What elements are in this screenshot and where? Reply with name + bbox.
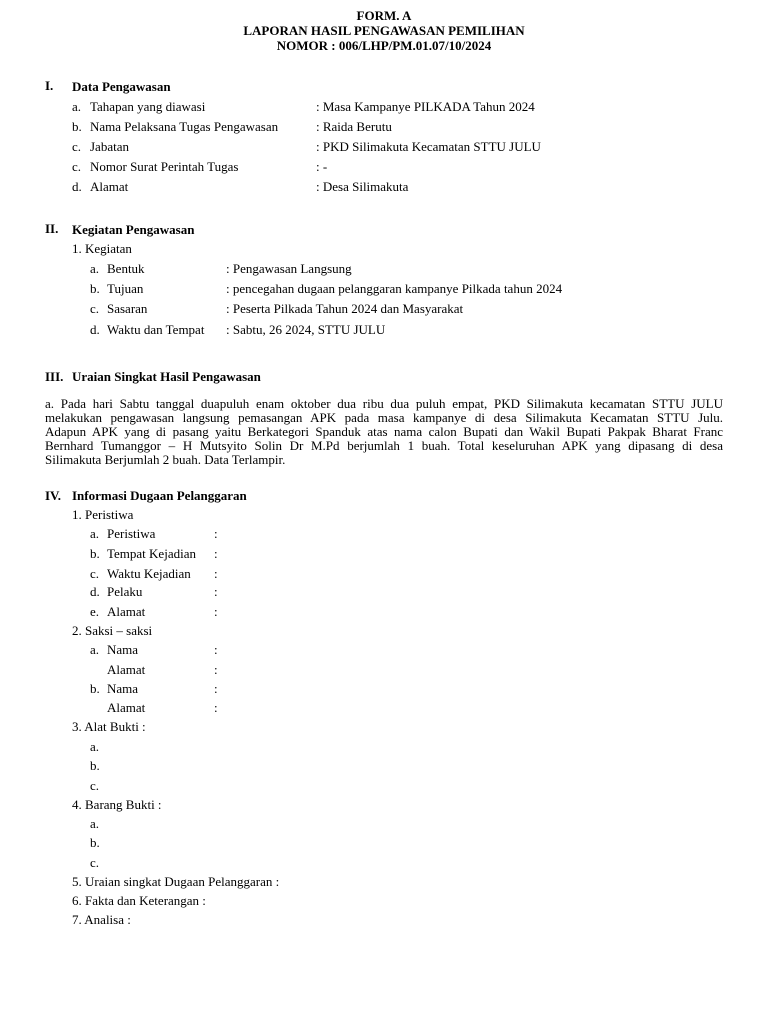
s1-row-label: Tahapan yang diawasi [90,99,206,114]
peristiwa-colon: : [214,526,218,541]
saksi-colon: : [214,642,218,657]
s2-row-marker: c. [90,301,100,316]
fakta-keterangan-heading: 6. Fakta dan Keterangan : [72,893,206,908]
peristiwa-label: Pelaku [107,584,143,599]
paragraph-line: Bernhard Tumanggor – H Mutsyito Solin Dr M.Pd berjumlah 1 buah. Total keseluruhan APK yang dipasang di desa [45,438,723,453]
section-3-number: III. [45,369,64,384]
alat-bukti-item: b. [90,758,100,773]
report-title: LAPORAN HASIL PENGAWASAN PEMILIHAN [243,23,525,38]
s2-row-value: : pencegahan dugaan pelanggaran kampanye Pilkada tahun 2024 [226,281,563,296]
peristiwa-label: Tempat Kejadian [107,546,196,561]
s1-row-value: : Raida Berutu [316,119,392,134]
peristiwa-label: Alamat [107,604,146,619]
barang-bukti-item: c. [90,855,100,870]
s1-row-label: Jabatan [90,139,129,154]
peristiwa-marker: c. [90,566,100,581]
peristiwa-heading: 1. Peristiwa [72,507,134,522]
peristiwa-marker: d. [90,584,100,599]
paragraph-line: Silimakuta Berjumlah 2 buah. Data Terlampir. [45,452,286,467]
s1-row-label: Nama Pelaksana Tugas Pengawasan [90,119,279,134]
saksi-label: Nama [107,642,139,657]
peristiwa-marker: a. [90,526,100,541]
s1-row-marker: c. [72,159,82,174]
s2-row-value: : Pengawasan Langsung [226,261,352,276]
saksi-label: Alamat [107,662,146,677]
section-3-title: Uraian Singkat Hasil Pengawasan [72,369,261,384]
section-1-title: Data Pengawasan [72,79,171,94]
s1-row-marker: c. [72,139,82,154]
section-4-title: Informasi Dugaan Pelanggaran [72,488,247,503]
s1-row-value: : - [316,159,328,174]
s1-row-label: Alamat [90,179,129,194]
barang-bukti-item: a. [90,816,100,831]
saksi-colon: : [214,700,218,715]
section-4-number: IV. [45,488,62,503]
s2-row-label: Waktu dan Tempat [107,322,205,337]
s2-row-label: Bentuk [107,261,145,276]
saksi-label: Alamat [107,700,146,715]
s2-row-value: : Sabtu, 26 2024, STTU JULU [226,322,386,337]
saksi-marker: b. [90,681,100,696]
s2-subheading: 1. Kegiatan [72,241,132,256]
peristiwa-label: Peristiwa [107,526,156,541]
barang-bukti-item: b. [90,835,100,850]
s1-row-marker: a. [72,99,82,114]
uraian-pelanggaran-heading: 5. Uraian singkat Dugaan Pelanggaran : [72,874,280,889]
section-2-title: Kegiatan Pengawasan [72,222,195,237]
analisa-heading: 7. Analisa : [72,912,131,927]
alat-bukti-item: c. [90,778,100,793]
s1-row-label: Nomor Surat Perintah Tugas [90,159,239,174]
s2-row-label: Sasaran [107,301,148,316]
form-label: FORM. A [356,8,412,23]
alat-bukti-heading: 3. Alat Bukti : [72,719,146,734]
barang-bukti-heading: 4. Barang Bukti : [72,797,162,812]
saksi-label: Nama [107,681,139,696]
s2-row-marker: b. [90,281,100,296]
s2-row-marker: d. [90,322,100,337]
s1-row-marker: b. [72,119,82,134]
section-1-number: I. [45,78,54,93]
saksi-colon: : [214,681,218,696]
section-3-paragraph [45,397,723,467]
saksi-heading: 2. Saksi – saksi [72,623,153,638]
paragraph-line: melakukan pengawasan langsung pemasangan APK pada masa kampanye di desa Silimakuta Kecamatan STTU Julu. [45,410,723,425]
peristiwa-marker: e. [90,604,100,619]
alat-bukti-item: a. [90,739,100,754]
paragraph-line: Adapun APK yang di pasang yaitu Berkategori Spanduk atas nama calon Bupati dan Wakil Bupati Pakpak Bharat Franc [45,424,723,439]
s1-row-marker: d. [72,179,82,194]
report-number: NOMOR : 006/LHP/PM.01.07/10/2024 [276,38,492,53]
s1-row-value: : Masa Kampanye PILKADA Tahun 2024 [316,99,535,114]
s2-row-value: : Peserta Pilkada Tahun 2024 dan Masyarakat [226,301,464,316]
peristiwa-colon: : [214,546,218,561]
s1-row-value: : PKD Silimakuta Kecamatan STTU JULU [316,139,541,154]
s1-row-value: : Desa Silimakuta [316,179,409,194]
peristiwa-marker: b. [90,546,100,561]
section-2-number: II. [45,221,59,236]
peristiwa-colon: : [214,604,218,619]
peristiwa-label: Waktu Kejadian [107,566,191,581]
paragraph-line: a. Pada hari Sabtu tanggal duapuluh enam oktober dua ribu dua puluh empat, PKD Silimakuta kecamatan STTU JULU [45,396,723,411]
saksi-marker: a. [90,642,100,657]
peristiwa-colon: : [214,566,218,581]
s2-row-label: Tujuan [107,281,144,296]
s2-row-marker: a. [90,261,100,276]
saksi-colon: : [214,662,218,677]
peristiwa-colon: : [214,584,218,599]
